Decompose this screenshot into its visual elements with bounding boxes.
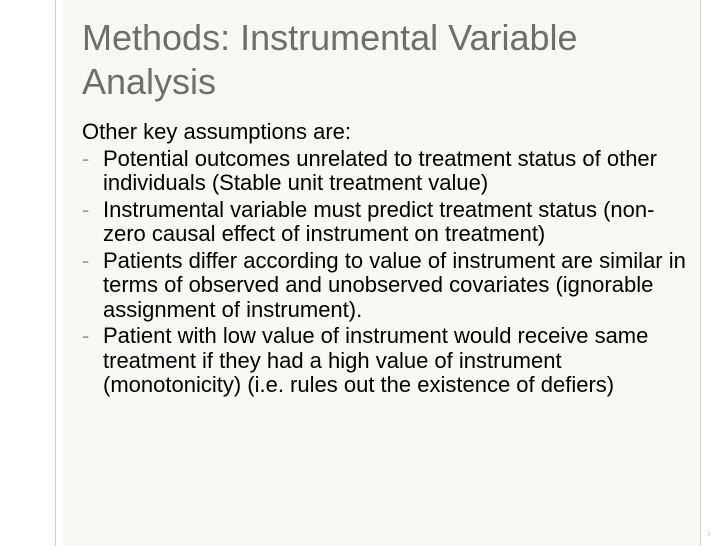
bullet-dash: -	[82, 145, 90, 171]
bullet-text: Patient with low value of instrument would receive same treatment if they had a high value of instrument (monotonicity) (i.e. rules out the existence of defiers)	[103, 323, 649, 397]
bullet-item	[82, 198, 694, 247]
title-line-2: Analysis	[82, 61, 217, 102]
left-rule	[55, 0, 56, 546]
bullet-text: Instrumental variable must predict treatment status (non-zero causal effect of instrument on treatment)	[103, 196, 655, 246]
bullet-dash: -	[82, 323, 90, 348]
intro-text: Other key assumptions are:	[82, 119, 352, 144]
bullet-item	[82, 249, 694, 323]
right-rule	[700, 0, 701, 546]
title-line-1: Methods: Instrumental Variable	[82, 17, 578, 58]
chevron-right-icon[interactable]: ›	[707, 526, 711, 540]
bullet-text: Patients differ according to value of instrument are similar in terms of observed and unobserved covariates (ignorable assignment of instrument).	[103, 247, 686, 322]
bullet-dash: -	[82, 247, 90, 273]
bullet-item	[82, 147, 694, 196]
bullet-text: Potential outcomes unrelated to treatment status of other individuals (Stable unit treatment value)	[103, 145, 657, 195]
slide-body	[82, 120, 694, 400]
bullet-item	[82, 324, 694, 398]
slide-title	[82, 16, 682, 104]
bullet-list	[82, 147, 694, 398]
bullet-dash: -	[82, 196, 90, 222]
